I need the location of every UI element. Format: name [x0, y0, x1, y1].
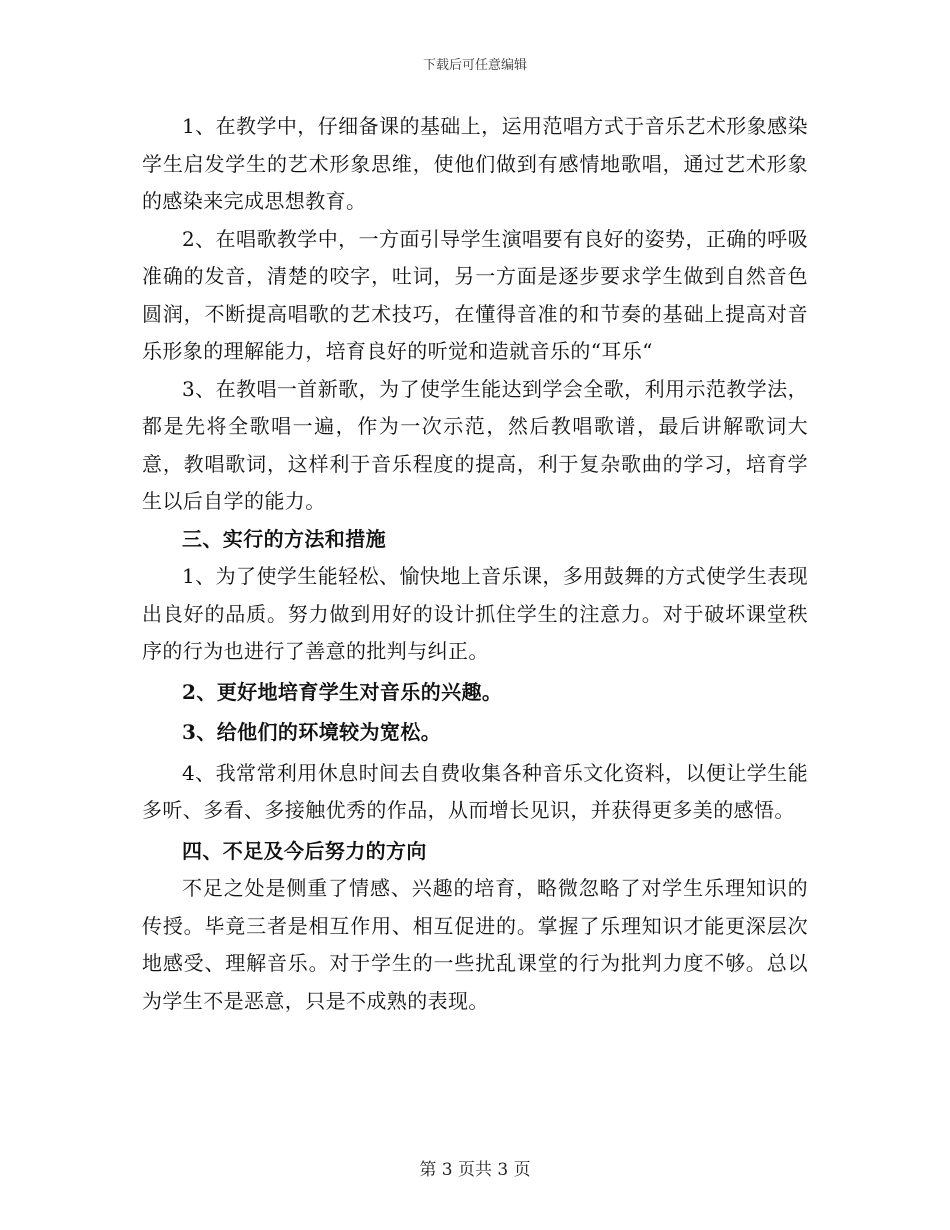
item-cultivate-interest: 2、更好地培育学生对音乐的兴趣。 [182, 679, 503, 704]
paragraph-encouragement-method: 1、为了使学生能轻松、愉快地上音乐课，多用鼓舞的方式使学生表现出良好的品质。努力做到用好的设计抓住学生的注意力。对于破坏课堂秩序的行为也进行了善意的批判与纠正。 [142, 564, 808, 663]
paragraph-teaching-demonstration: 1、在教学中，仔细备课的基础上，运用范唱方式于音乐艺术形象感染学生启发学生的艺术形象思维，使他们做到有感情地歌唱，通过艺术形象的感染来完成思想教育。 [142, 114, 808, 213]
section-heading-shortcomings: 四、不足及今后努力的方向 [182, 838, 427, 863]
section-heading-methods: 三、实行的方法和措施 [182, 526, 386, 551]
paragraph-new-song-teaching: 3、在教唱一首新歌，为了使学生能达到学会全歌，利用示范教学法，都是先将全歌唱一遍，作为一次示范，然后教唱歌谱，最后讲解歌词大意，教唱歌词，这样利于音乐程度的提高，利于复杂歌曲的学习，培育学生以后自学的能力。 [142, 376, 808, 513]
page-header: 下载后可任意编辑 [422, 58, 527, 73]
paragraph-shortcomings: 不足之处是侧重了情感、兴趣的培育，略微忽略了对学生乐理知识的传授。毕竟三者是相互作用、相互促进的。掌握了乐理知识才能更深层次地感受、理解音乐。对于学生的一些扰乱课堂的行为批判力度不够。总以为学生不是恶意，只是不成熟的表现。 [142, 876, 808, 1013]
paragraph-singing-instruction: 2、在唱歌教学中，一方面引导学生演唱要有良好的姿势，正确的呼吸准确的发音，清楚的咬字，吐词，另一方面是逐步要求学生做到自然音色圆润，不断提高唱歌的艺术技巧，在懂得音准的和节奏的基础上提高对音乐形象的理解能力，培育良好的听觉和造就音乐的“耳乐“ [142, 226, 808, 363]
paragraph-collect-materials: 4、我常常利用休息时间去自费收集各种音乐文化资料，以便让学生能多听、多看、多接触优秀的作品，从而增长见识，并获得更多美的感悟。 [142, 760, 808, 822]
item-relaxed-environment: 3、给他们的环境较为宽松。 [182, 720, 442, 744]
document-body [142, 108, 808, 1020]
page-footer: 第 3 页共 3 页 [419, 1160, 531, 1180]
